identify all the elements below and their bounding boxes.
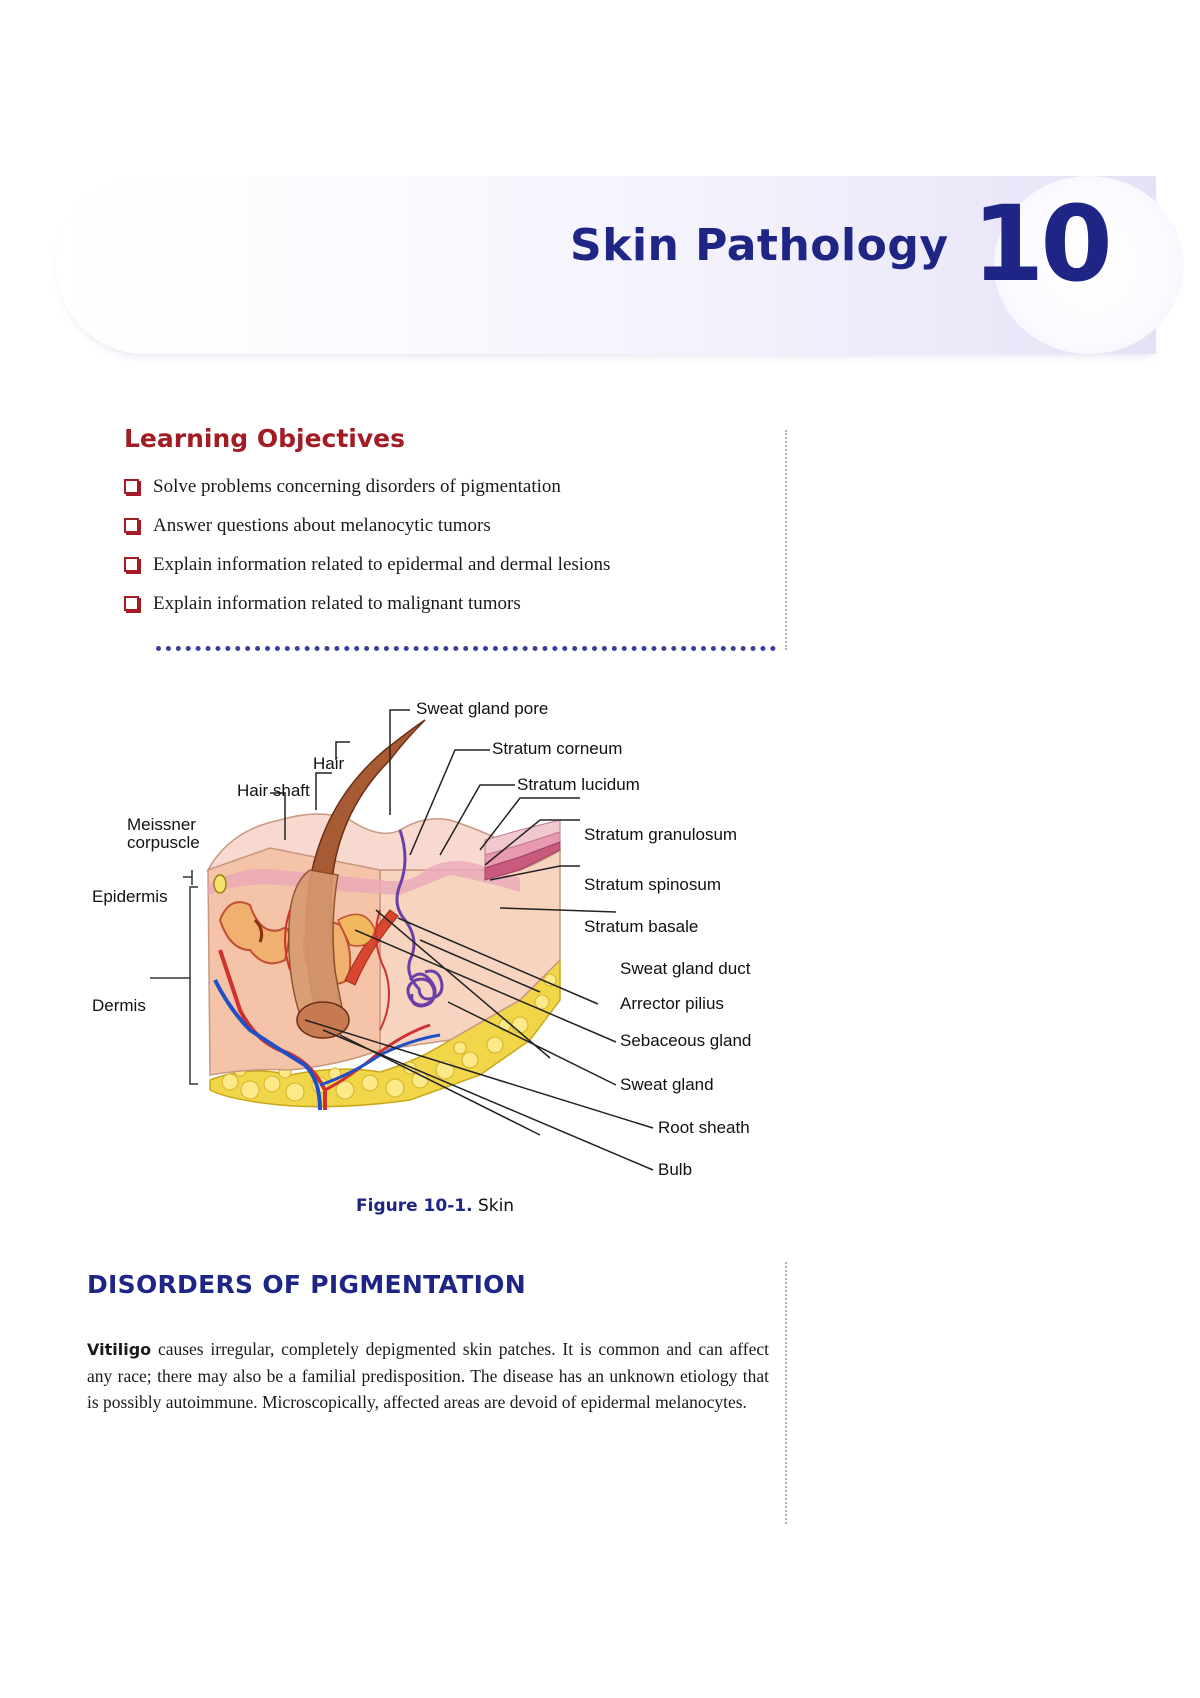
checkbox-icon [124,557,139,572]
chapter-number: 10 [972,183,1109,305]
list-item [124,506,784,545]
label-stratum-spinosum: Stratum spinosum [584,875,721,894]
objective-text: Solve problems concerning disorders of pigmentation [153,475,561,497]
list-item [124,584,784,623]
label-sweat-gland-pore: Sweat gland pore [416,699,549,718]
label-sweat-gland-duct: Sweat gland duct [620,959,751,978]
label-meissner-corpuscle: Meissner corpuscle [127,815,200,852]
section-paragraph [87,1336,769,1415]
objective-text: Explain information related to malignant tumors [153,592,521,614]
margin-rule [785,430,787,650]
figure-caption [356,1196,514,1216]
term-vitiligo: Vitiligo [87,1339,152,1359]
learning-objectives-heading: Learning Objectives [124,424,405,453]
checkbox-icon [124,596,139,611]
learning-objectives-list [124,467,784,623]
learning-objectives [124,424,784,623]
label-stratum-basale: Stratum basale [584,917,699,936]
label-bulb: Bulb [658,1160,693,1179]
margin-rule [785,1262,787,1524]
objective-text: Answer questions about melanocytic tumors [153,514,491,536]
objective-text: Explain information related to epidermal and dermal lesions [153,553,611,575]
list-item [124,467,784,506]
label-stratum-corneum: Stratum corneum [492,739,623,758]
label-arrector-pilius: Arrector pilius [620,994,724,1013]
checkbox-icon [124,518,139,533]
label-sebaceous-gland: Sebaceous gland [620,1031,752,1050]
dotted-divider [156,646,776,651]
section-heading: DISORDERS OF PIGMENTATION [87,1270,526,1299]
checkbox-icon [124,479,139,494]
label-stratum-lucidum: Stratum lucidum [517,775,640,794]
figure-number: Figure 10-1. [356,1196,473,1216]
figure-caption-text: Skin [477,1196,515,1216]
label-stratum-granulosum: Stratum granulosum [584,825,738,844]
label-root-sheath: Root sheath [658,1118,750,1137]
label-hair: Hair [313,754,345,773]
paragraph-text: causes irregular, completely depigmented skin patches. It is common and can affect any race; there may also be a familial predisposition. The disease has an unknown etiology that is possibly autoimmune. Microscopically, affected areas are devoid of epidermal melanocytes. [87,1338,769,1412]
label-sweat-gland: Sweat gland [620,1075,714,1094]
label-hair-shaft: Hair shaft [237,781,310,800]
label-epidermis: Epidermis [92,887,168,906]
skin-figure [80,680,820,1200]
chapter-title: Skin Pathology [570,220,949,271]
label-dermis: Dermis [92,996,146,1015]
list-item [124,545,784,584]
